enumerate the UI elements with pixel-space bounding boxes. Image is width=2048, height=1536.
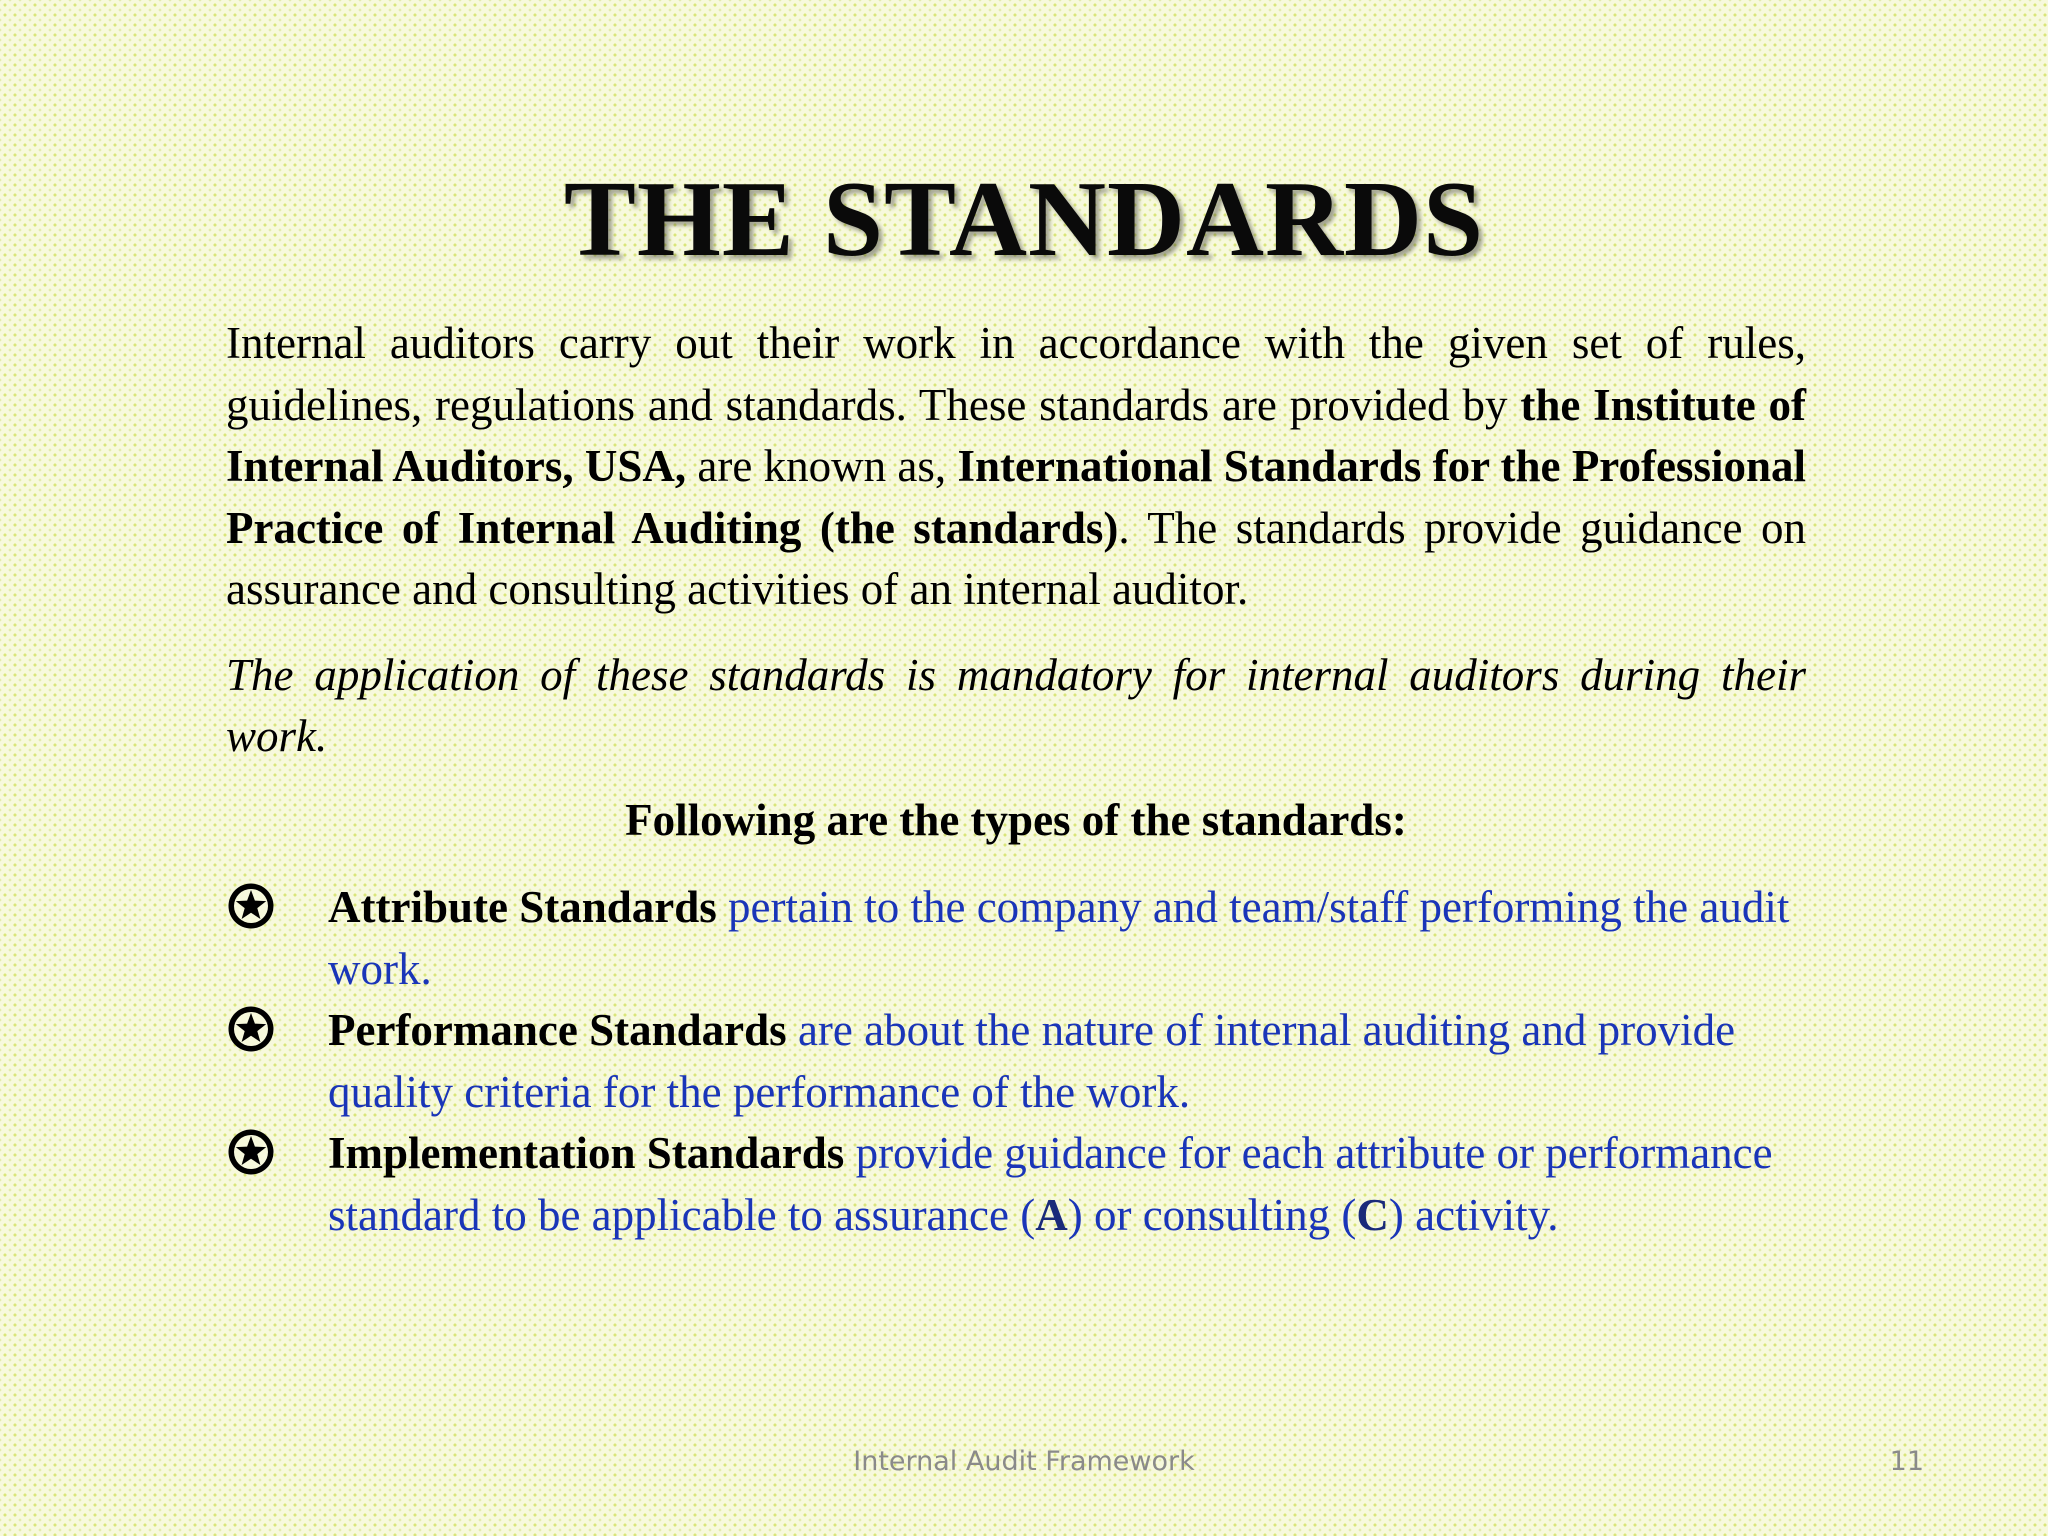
circled-star-icon <box>226 1004 276 1054</box>
intro-text-3: . The standards provide guidance on assurance and consulting activities of an internal auditor. <box>226 502 1806 614</box>
attribute-standards-term: Attribute Standards <box>328 882 717 932</box>
intro-text-2: are known as, <box>686 441 958 491</box>
list-item <box>226 877 1806 1000</box>
circled-star-icon <box>226 881 276 931</box>
intro-text-1: Internal auditors carry out their work in accordance with the given set of rules, guidelines, regulations and standards. These standards are provided by <box>226 318 1806 430</box>
circled-star-icon <box>226 1127 276 1177</box>
implementation-standards-term: Implementation Standards <box>328 1128 845 1178</box>
mandatory-note: The application of these standards is mandatory for internal auditors during their work. <box>226 649 1806 761</box>
implementation-desc-1: provide guidance for each attribute or performance standard to be applicable to assurance ( <box>328 1128 1773 1240</box>
performance-standards-desc: are about the nature of internal auditing and provide quality criteria for the performance of the work. <box>328 1005 1736 1117</box>
intro-standards-name: International Standards for the Professional Practice of Internal Auditing (the standards) <box>226 441 1806 553</box>
attribute-standards-desc: pertain to the company and team/staff performing the audit work. <box>328 882 1790 994</box>
slide-content <box>226 313 1806 1246</box>
performance-standards-term: Performance Standards <box>328 1005 787 1055</box>
page-number: 11 <box>1889 1446 1924 1477</box>
implementation-desc-2: ) or consulting ( <box>1067 1189 1357 1240</box>
intro-institute-name: the Institute of Internal Auditors, USA, <box>226 379 1806 491</box>
intro-paragraph <box>226 313 1806 621</box>
list-item <box>226 1123 1806 1246</box>
list-item <box>226 1000 1806 1123</box>
slide-title: THE STANDARDS <box>563 160 1485 279</box>
footer-text: Internal Audit Framework <box>853 1446 1195 1477</box>
assurance-letter: A <box>1035 1189 1068 1240</box>
standards-list <box>226 877 1806 1246</box>
implementation-desc-3: ) activity. <box>1388 1189 1559 1240</box>
consulting-letter: C <box>1356 1189 1389 1240</box>
types-heading: Following are the types of the standards: <box>625 794 1407 845</box>
